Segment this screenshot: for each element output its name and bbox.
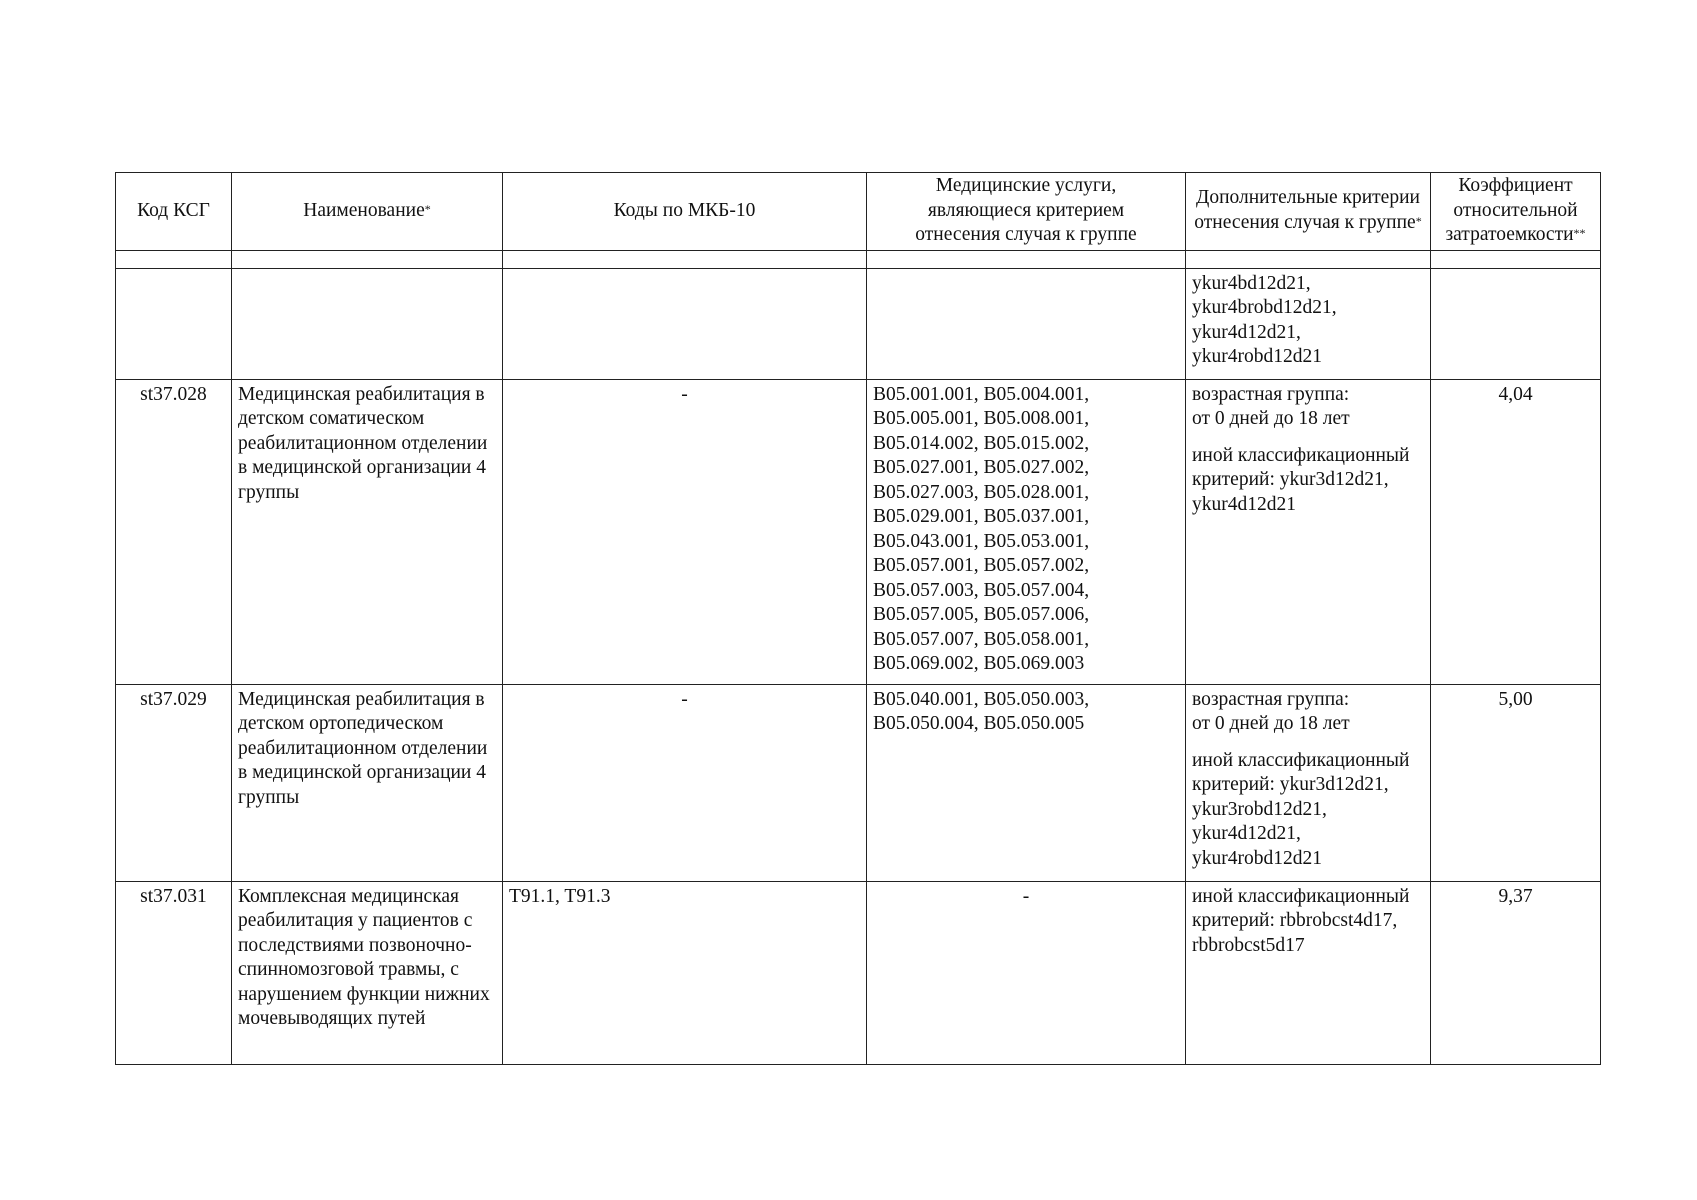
criteria-cell (1186, 268, 1431, 379)
coefficient-cell (1431, 268, 1601, 379)
criteria-paragraph: ykur4bd12d21, ykur4brobd12d21, ykur4d12d21, ykur4robd12d21 (1192, 272, 1337, 367)
ksg-code-cell: st37.029 (116, 684, 232, 881)
footnote-mark: ** (1573, 226, 1586, 240)
mkb-codes-cell: - (503, 684, 867, 881)
criteria-paragraph: иной классификационный критерий: ykur3d12d21, ykur4d12d21 (1192, 444, 1410, 515)
criteria-paragraph: возрастная группа: от 0 дней до 18 лет (1192, 688, 1350, 734)
ksg-name-cell: Комплексная медицинская реабилитация у пациентов с последствиями позвоночно-спинномозговой травмы, с нарушением функции нижних мочевыводящих путей (232, 881, 503, 1064)
header-code: Код КСГ (116, 173, 232, 251)
mkb-codes-cell (503, 268, 867, 379)
table-row (116, 684, 1601, 881)
ksg-code-cell: st37.028 (116, 379, 232, 684)
ksg-table (115, 172, 1601, 1065)
coefficient-cell: 4,04 (1431, 379, 1601, 684)
header-mkb: Коды по МКБ-10 (503, 173, 867, 251)
header-criteria: Дополнительные критерии отнесения случая к группе* (1186, 173, 1431, 251)
ksg-code-cell (116, 268, 232, 379)
ksg-code-cell: st37.031 (116, 881, 232, 1064)
blank-row (116, 250, 1601, 268)
services-cell: B05.001.001, B05.004.001, B05.005.001, B05.008.001, B05.014.002, B05.015.002, B05.027.001, B05.027.002, B05.027.003, B05.028.001, B05.029.001, B05.037.001, B05.043.001, B05.053.001, B05.057.001, B05.057.002, B05.057.003, B05.057.004, B05.057.005, B05.057.006, B05.057.007, B05.058.001, B05.069.002, B05.069.003 (867, 379, 1186, 684)
services-cell: B05.040.001, B05.050.003, B05.050.004, B05.050.005 (867, 684, 1186, 881)
header-row (116, 173, 1601, 251)
criteria-paragraph: иной классификационный критерий: rbbrobcst4d17, rbbrobcst5d17 (1192, 885, 1410, 956)
header-coef: Коэффициент относительной затратоемкости** (1431, 173, 1601, 251)
ksg-name-cell: Медицинская реабилитация в детском соматическом реабилитационном отделении в медицинской организации 4 группы (232, 379, 503, 684)
table-row (116, 379, 1601, 684)
criteria-cell (1186, 881, 1431, 1064)
services-cell: - (867, 881, 1186, 1064)
criteria-paragraph: возрастная группа: от 0 дней до 18 лет (1192, 383, 1350, 429)
header-services: Медицинские услуги, являющиеся критерием отнесения случая к группе (867, 173, 1186, 251)
coefficient-cell: 9,37 (1431, 881, 1601, 1064)
footnote-mark: * (424, 201, 431, 216)
mkb-codes-cell: T91.1, T91.3 (503, 881, 867, 1064)
ksg-name-cell: Медицинская реабилитация в детском ортопедическом реабилитационном отделении в медицинской организации 4 группы (232, 684, 503, 881)
criteria-cell (1186, 684, 1431, 881)
services-cell (867, 268, 1186, 379)
table-row (116, 268, 1601, 379)
header-name: Наименование* (232, 173, 503, 251)
coefficient-cell: 5,00 (1431, 684, 1601, 881)
table-row (116, 881, 1601, 1064)
criteria-paragraph: иной классификационный критерий: ykur3d12d21, ykur3robd12d21, ykur4d12d21, ykur4robd12d21 (1192, 749, 1410, 869)
ksg-name-cell (232, 268, 503, 379)
footnote-mark: * (1415, 213, 1422, 228)
criteria-cell (1186, 379, 1431, 684)
mkb-codes-cell: - (503, 379, 867, 684)
